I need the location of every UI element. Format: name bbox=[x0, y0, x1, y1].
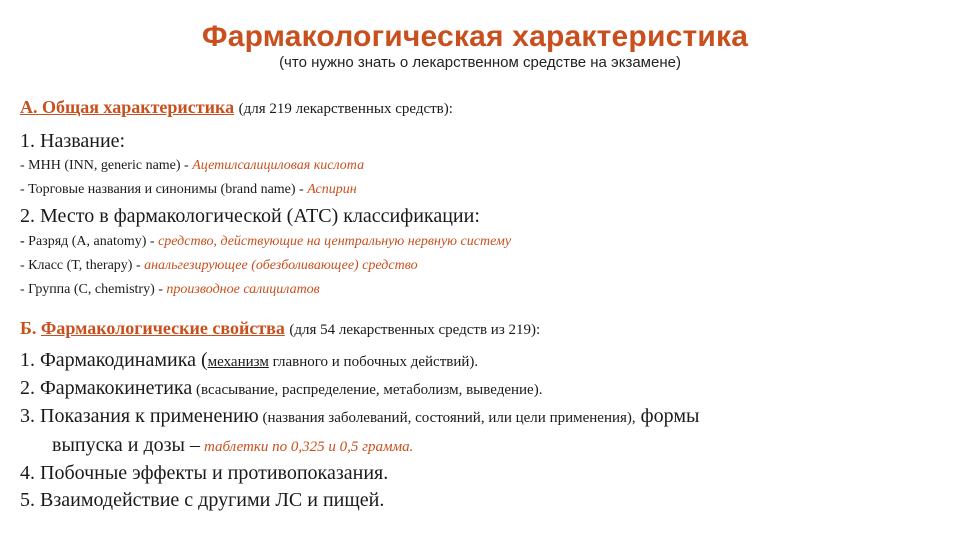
indications-title: 3. Показания к применению bbox=[20, 405, 259, 427]
pharmacodynamics-line bbox=[20, 349, 478, 372]
class-label: - Класс (T, therapy) - bbox=[20, 258, 141, 273]
section-b-prefix: Б. bbox=[20, 318, 37, 338]
indications-line bbox=[20, 405, 699, 428]
mnn-label: - МНН (INN, generic name) - bbox=[20, 158, 189, 173]
dosage-line bbox=[52, 434, 413, 457]
mechanism-word: механизм bbox=[207, 354, 269, 370]
indications-tail: формы bbox=[635, 405, 700, 427]
rank-line: - Разряд (А, anatomy) - средство, действующие на центральную нервную систему bbox=[20, 234, 512, 249]
classification-heading: 2. Место в фармакологической (АТС) классификации: bbox=[20, 205, 480, 227]
group-value: производное салицилатов bbox=[166, 282, 320, 297]
pharmacodynamics-title: 1. Фармакодинамика ( bbox=[20, 349, 208, 371]
indications-rest: (названия заболеваний, состояний, или цели применения), bbox=[258, 410, 636, 426]
trade-name-label: - Торговые названия и синонимы (brand name) - bbox=[20, 182, 304, 197]
mnn-value: Ацетилсалициловая кислота bbox=[192, 158, 365, 173]
section-b-heading-line bbox=[20, 318, 540, 339]
section-a-note: (для 219 лекарственных средств): bbox=[238, 101, 453, 117]
dosage-form-text: выпуска и дозы – bbox=[52, 434, 200, 456]
pharmacokinetics-title: 2. Фармакокинетика bbox=[20, 377, 193, 399]
section-a-heading-line bbox=[20, 97, 453, 118]
side-effects-line: 4. Побочные эффекты и противопоказания. bbox=[20, 462, 389, 484]
class-value: анальгезирующее (обезболивающее) средство bbox=[144, 258, 418, 273]
group-label: - Группа (С, chemistry) - bbox=[20, 282, 163, 297]
rank-label: Разряд (А, anatomy) - bbox=[28, 234, 155, 249]
name-heading: 1. Название: bbox=[20, 130, 126, 152]
pharmacodynamics-rest: главного и побочных действий). bbox=[268, 354, 479, 370]
section-b-note: (для 54 лекарственных средств из 219): bbox=[289, 322, 541, 338]
group-line bbox=[20, 282, 320, 298]
pharmacokinetics-rest: (всасывание, распределение, метаболизм, выведение). bbox=[192, 382, 543, 398]
section-b-heading: Фармакологические свойства bbox=[40, 318, 285, 338]
interactions-line: 5. Взаимодействие с другими ЛС и пищей. bbox=[20, 489, 385, 511]
mnn-line bbox=[20, 158, 364, 174]
class-line bbox=[20, 258, 418, 274]
rank-value: средство, действующие на центральную нервную систему bbox=[158, 234, 512, 249]
pharmacokinetics-line bbox=[20, 377, 542, 400]
section-a-heading: А. Общая характеристика bbox=[20, 97, 235, 117]
trade-name-value: Аспирин bbox=[307, 182, 357, 197]
page-subtitle: (что нужно знать о лекарственном средстве на экзамене) bbox=[279, 54, 681, 71]
trade-name-line bbox=[20, 182, 357, 198]
dosage-example: таблетки по 0,325 и 0,5 грамма. bbox=[203, 439, 414, 455]
page-title: Фармакологическая характеристика bbox=[201, 20, 749, 53]
